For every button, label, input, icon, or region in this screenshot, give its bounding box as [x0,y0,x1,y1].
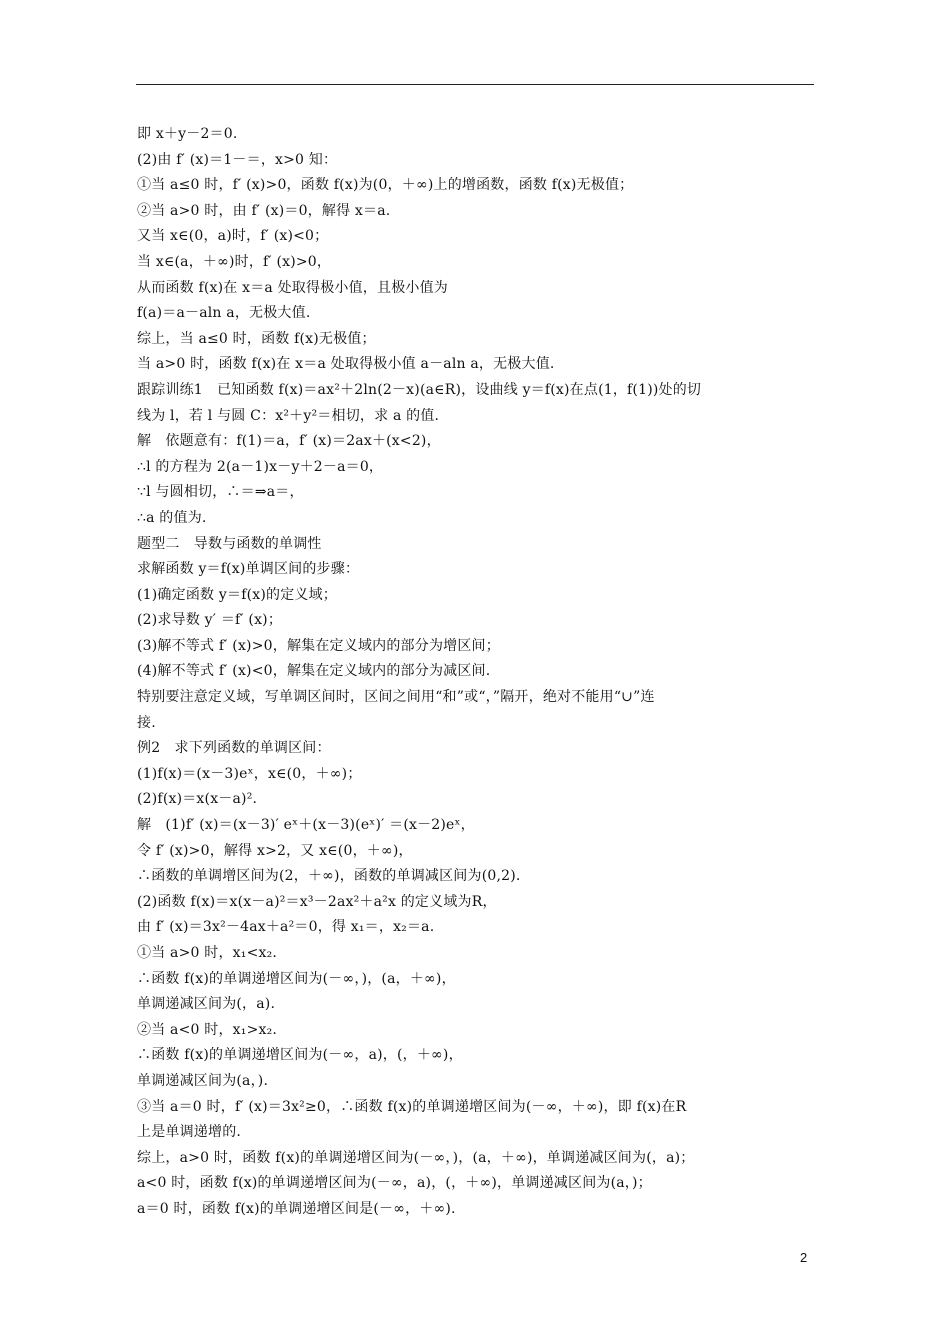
text-line: 当 x∈(a，＋∞)时，f′ (x)>0， [137,253,332,270]
text-line: 由 f′ (x)＝3x²－4ax＋a²＝0，得 x₁＝，x₂＝a. [137,919,435,936]
page-number: 2 [800,1250,808,1265]
text-line: 解 依题意有：f(1)＝a，f′ (x)＝2ax＋(x<2)， [137,433,441,450]
text-line: 线为 l，若 l 与圆 C：x²＋y²＝相切，求 a 的值. [137,407,440,424]
text-line: a＝0 时，函数 f(x)的单调递增区间是(－∞，＋∞). [137,1200,456,1217]
text-line: ∴函数的单调增区间为(2，＋∞)，函数的单调减区间为(0,2). [137,868,521,885]
text-line: a<0 时，函数 f(x)的单调递增区间为(－∞，a)，(，＋∞)，单调递减区间为(a，)； [137,1175,652,1192]
text-line: ②当 a>0 时，由 f′ (x)＝0，解得 x＝a. [137,202,391,219]
text-line: ②当 a<0 时，x₁>x₂. [137,1021,278,1038]
text-line: 解 (1)f′ (x)＝(x－3)′ eˣ＋(x－3)(eˣ)′ ＝(x－2)eˣ， [137,817,475,834]
text-line: 上是单调递增的. [137,1124,242,1141]
text-line: ①当 a≤0 时，f′ (x)>0，函数 f(x)为(0，＋∞)上的增函数，函数 f(x)无极值； [137,177,634,194]
text-line: ∴l 的方程为 2(a－1)x－y＋2－a＝0， [137,458,384,475]
text-line: (1)确定函数 y＝f(x)的定义域； [137,586,337,603]
text-line: 从而函数 f(x)在 x＝a 处取得极小值，且极小值为 [137,279,448,296]
text-line: ∵l 与圆相切，∴＝⇒a＝， [137,484,304,501]
text-line: ∴函数 f(x)的单调递增区间为(－∞，)，(a，＋∞)， [137,970,456,987]
text-line: (2)由 f′ (x)＝1－＝，x>0 知： [137,151,338,168]
section-heading: 题型二 导数与函数的单调性 [137,535,322,552]
text-line: (2)函数 f(x)＝x(x－a)²＝x³－2ax²＋a²x 的定义域为R， [137,893,497,910]
text-line: 单调递减区间为(，a). [137,996,276,1013]
text-line: ∴函数 f(x)的单调递增区间为(－∞，a)，(，＋∞)， [137,1047,463,1064]
text-line: 求解函数 y＝f(x)单调区间的步骤： [137,561,360,578]
text-line: 跟踪训练1 已知函数 f(x)＝ax²＋2ln(2－x)(a∈R)，设曲线 y＝f(x)在点(1，f(1))处的切 [137,381,702,398]
text-line: (2)f(x)＝x(x－a)². [137,791,258,808]
text-line: ③当 a＝0 时，f′ (x)＝3x²≥0，∴函数 f(x)的单调递增区间为(－∞，＋∞)，即 f(x)在R [137,1098,687,1115]
text-line: 单调递减区间为(a，). [137,1072,269,1089]
text-line: (1)f(x)＝(x－3)eˣ，x∈(0，＋∞)； [137,765,362,782]
text-line: (4)解不等式 f′ (x)<0，解集在定义域内的部分为减区间. [137,663,491,680]
text-line: 特别要注意定义域，写单调区间时，区间之间用“和”或“，”隔开，绝对不能用“∪”连 [137,689,655,706]
text-line: 当 a>0 时，函数 f(x)在 x＝a 处取得极小值 a－aln a，无极大值. [137,356,555,373]
text-line: (2)求导数 y′ ＝f′ (x)； [137,612,283,629]
text-line: f(a)＝a－aln a，无极大值. [137,305,311,322]
text-line: ∴a 的值为. [137,509,207,526]
text-line: 又当 x∈(0，a)时，f′ (x)<0； [137,228,329,245]
text-line: 综上，a>0 时，函数 f(x)的单调递增区间为(－∞，)，(a，＋∞)，单调递减区间为(，a)； [137,1149,695,1166]
text-line: 接. [137,714,156,731]
text-line: (3)解不等式 f′ (x)>0，解集在定义域内的部分为增区间； [137,637,500,654]
text-line: 令 f′ (x)>0，解得 x>2，又 x∈(0，＋∞)， [137,842,413,859]
text-line: ①当 a>0 时，x₁<x₂. [137,945,278,961]
text-line: 即 x＋y－2＝0. [137,126,238,142]
text-line: 例2 求下列函数的单调区间： [137,740,331,757]
document-body [137,122,817,1223]
text-line: 综上，当 a≤0 时，函数 f(x)无极值； [137,330,376,347]
header-rule [136,84,814,85]
